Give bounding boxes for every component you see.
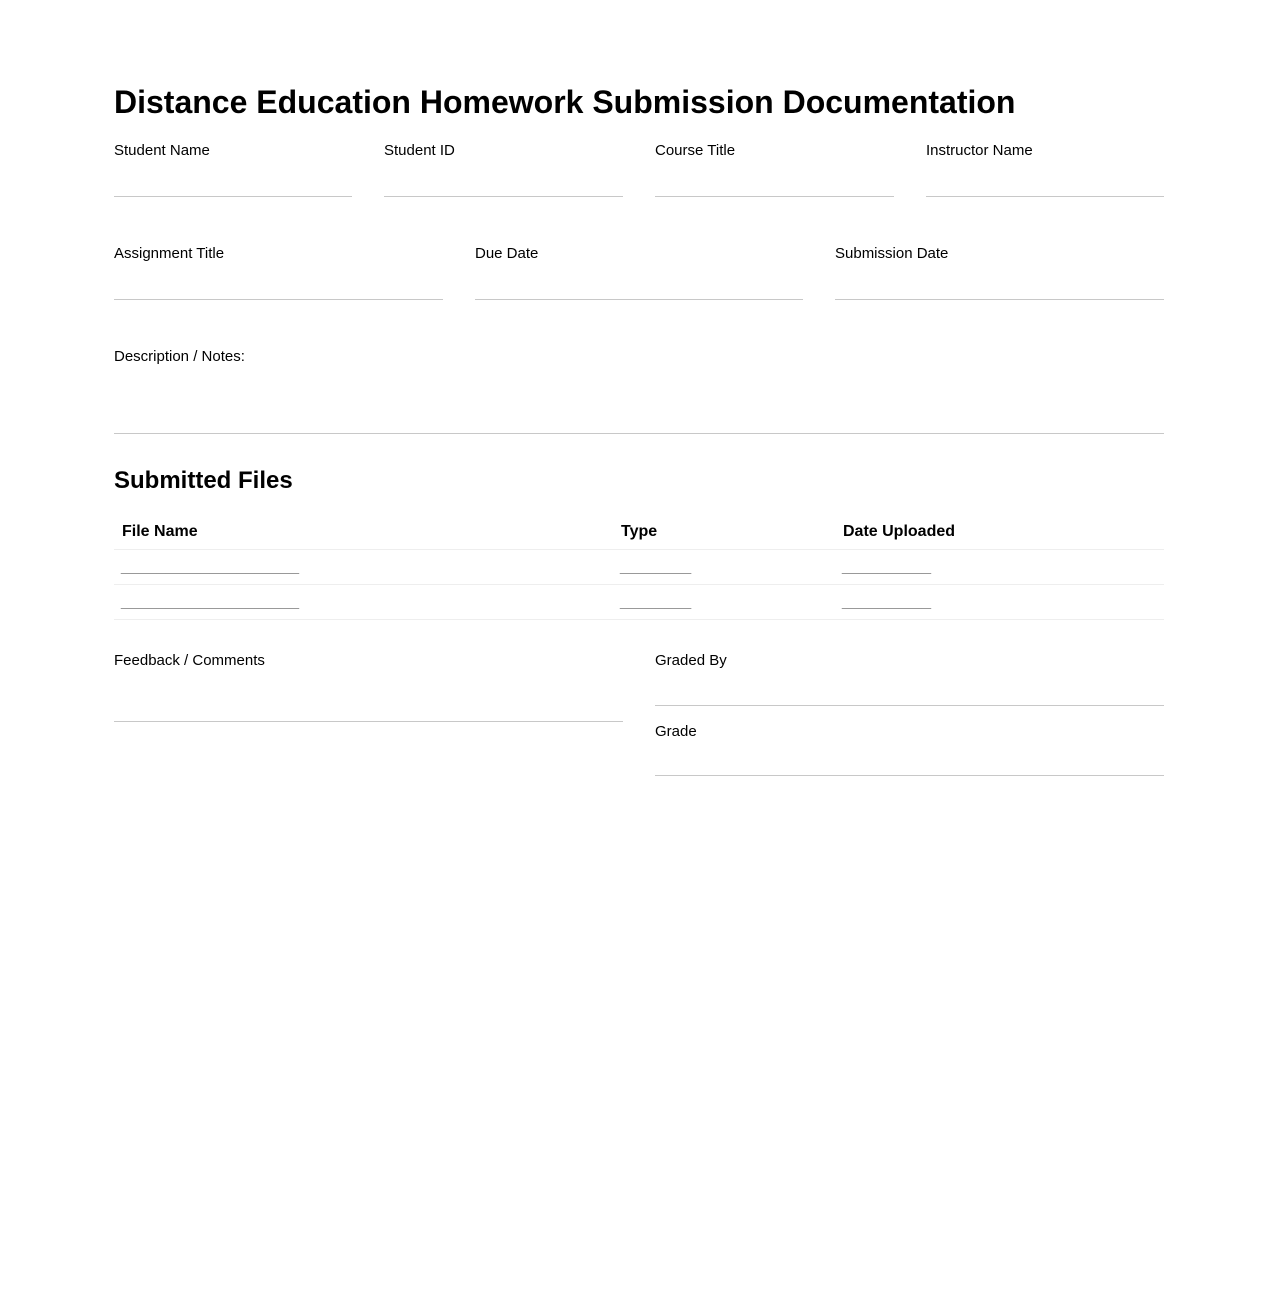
submission-date-line[interactable] xyxy=(835,299,1164,300)
submitted-files-table xyxy=(114,514,1164,620)
table-row xyxy=(114,585,1164,620)
grade-label: Grade xyxy=(655,723,697,740)
file-name-cell[interactable]: ____________________ xyxy=(114,585,613,620)
course-title-field[interactable] xyxy=(655,142,894,198)
description-line[interactable] xyxy=(114,433,1164,434)
instructor-name-line[interactable] xyxy=(926,196,1164,197)
column-header-file-name: File Name xyxy=(114,514,613,550)
column-header-type: Type xyxy=(613,514,835,550)
table-header-row xyxy=(114,514,1164,550)
date-uploaded-cell[interactable]: __________ xyxy=(835,550,1164,585)
student-id-field[interactable] xyxy=(384,142,623,198)
description-field[interactable] xyxy=(114,348,1164,436)
description-label: Description / Notes: xyxy=(114,348,245,365)
page-title: Distance Education Homework Submission Documentation xyxy=(114,84,1016,120)
course-title-line[interactable] xyxy=(655,196,894,197)
type-cell[interactable]: ________ xyxy=(613,550,835,585)
student-name-line[interactable] xyxy=(114,196,352,197)
submission-date-field[interactable] xyxy=(835,245,1164,301)
due-date-label: Due Date xyxy=(475,245,539,262)
due-date-line[interactable] xyxy=(475,299,803,300)
instructor-name-label: Instructor Name xyxy=(926,142,1033,159)
table-row xyxy=(114,550,1164,585)
file-name-cell[interactable]: ____________________ xyxy=(114,550,613,585)
course-title-label: Course Title xyxy=(655,142,736,159)
date-uploaded-cell[interactable]: __________ xyxy=(835,585,1164,620)
feedback-field[interactable] xyxy=(114,652,623,724)
grade-field[interactable] xyxy=(655,723,1164,779)
feedback-line[interactable] xyxy=(114,721,623,722)
assignment-title-field[interactable] xyxy=(114,245,443,301)
student-name-label: Student Name xyxy=(114,142,210,159)
column-header-date-uploaded: Date Uploaded xyxy=(835,514,1164,550)
student-id-line[interactable] xyxy=(384,196,623,197)
student-name-field[interactable] xyxy=(114,142,352,198)
graded-by-line[interactable] xyxy=(655,705,1164,706)
graded-by-field[interactable] xyxy=(655,652,1164,708)
submitted-files-heading: Submitted Files xyxy=(114,467,293,494)
submission-date-label: Submission Date xyxy=(835,245,949,262)
instructor-name-field[interactable] xyxy=(926,142,1164,198)
assignment-title-line[interactable] xyxy=(114,299,443,300)
due-date-field[interactable] xyxy=(475,245,803,301)
type-cell[interactable]: ________ xyxy=(613,585,835,620)
grade-line[interactable] xyxy=(655,775,1164,776)
student-id-label: Student ID xyxy=(384,142,455,159)
assignment-title-label: Assignment Title xyxy=(114,245,225,262)
graded-by-label: Graded By xyxy=(655,652,727,669)
feedback-label: Feedback / Comments xyxy=(114,652,265,669)
